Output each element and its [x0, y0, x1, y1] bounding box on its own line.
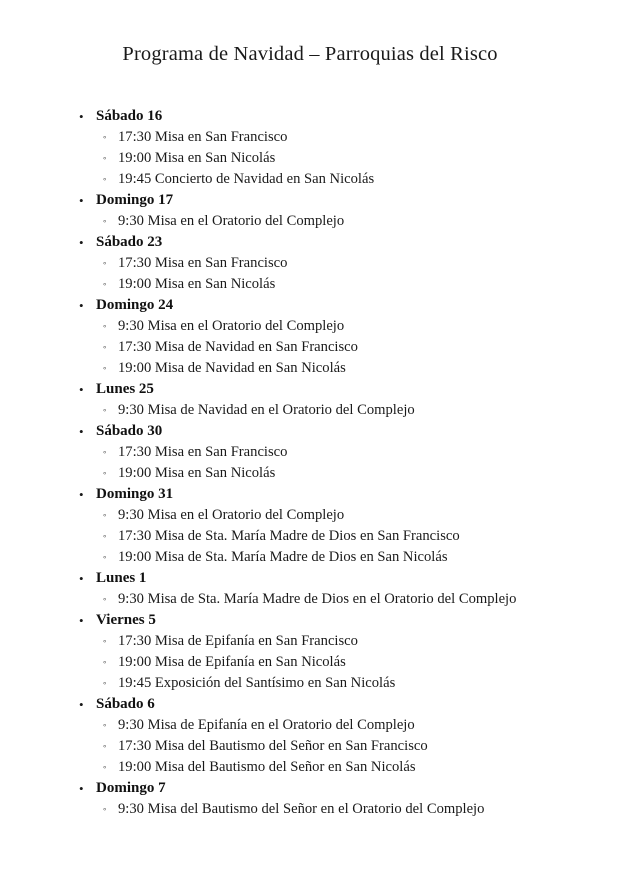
- hollow-circle-bullet-icon: ◦: [103, 637, 107, 647]
- day-heading-row: [0, 694, 620, 715]
- hollow-circle-bullet-icon: ◦: [103, 259, 107, 269]
- solid-bullet-icon: •: [79, 298, 84, 313]
- event-row: [0, 211, 620, 232]
- day-group: [0, 232, 620, 295]
- day-heading-row: [0, 106, 620, 127]
- hollow-circle-bullet-icon: ◦: [103, 742, 107, 752]
- event-label: 9:30 Misa en el Oratorio del Complejo: [118, 507, 345, 523]
- hollow-circle-bullet-icon: ◦: [103, 343, 107, 353]
- hollow-circle-bullet-icon: ◦: [103, 679, 107, 689]
- solid-bullet-icon: •: [79, 382, 84, 397]
- hollow-circle-bullet-icon: ◦: [103, 175, 107, 185]
- event-label: 19:00 Misa del Bautismo del Señor en San Nicolás: [118, 759, 416, 775]
- event-label: 17:30 Misa en San Francisco: [118, 255, 288, 271]
- event-row: [0, 547, 620, 568]
- event-label: 17:30 Misa de Navidad en San Francisco: [118, 339, 358, 355]
- hollow-circle-bullet-icon: ◦: [103, 322, 107, 332]
- hollow-circle-bullet-icon: ◦: [103, 133, 107, 143]
- day-label: Sábado 23: [96, 234, 163, 250]
- event-row: [0, 274, 620, 295]
- hollow-circle-bullet-icon: ◦: [103, 595, 107, 605]
- day-label: Domingo 24: [96, 297, 174, 313]
- hollow-circle-bullet-icon: ◦: [103, 364, 107, 374]
- day-group: [0, 379, 620, 421]
- day-group: [0, 106, 620, 190]
- solid-bullet-icon: •: [79, 424, 84, 439]
- event-row: [0, 505, 620, 526]
- event-label: 17:30 Misa del Bautismo del Señor en San Francisco: [118, 738, 428, 754]
- event-label: 9:30 Misa en el Oratorio del Complejo: [118, 318, 345, 334]
- hollow-circle-bullet-icon: ◦: [103, 532, 107, 542]
- day-label: Lunes 1: [96, 570, 147, 586]
- day-heading-row: [0, 778, 620, 799]
- hollow-circle-bullet-icon: ◦: [103, 469, 107, 479]
- solid-bullet-icon: •: [79, 193, 84, 208]
- day-group: [0, 484, 620, 568]
- day-heading-row: [0, 568, 620, 589]
- event-row: [0, 736, 620, 757]
- day-label: Domingo 17: [96, 192, 174, 208]
- day-group: [0, 295, 620, 379]
- solid-bullet-icon: •: [79, 235, 84, 250]
- day-label: Sábado 30: [96, 423, 163, 439]
- event-label: 9:30 Misa de Sta. María Madre de Dios en el Oratorio del Complejo: [118, 591, 517, 607]
- hollow-circle-bullet-icon: ◦: [103, 805, 107, 815]
- hollow-circle-bullet-icon: ◦: [103, 406, 107, 416]
- event-row: [0, 715, 620, 736]
- event-label: 19:00 Misa de Epifanía en San Nicolás: [118, 654, 346, 670]
- event-row: [0, 673, 620, 694]
- day-group: [0, 568, 620, 610]
- event-label: 17:30 Misa de Epifanía en San Francisco: [118, 633, 358, 649]
- event-label: 19:00 Misa en San Nicolás: [118, 276, 276, 292]
- event-label: 19:00 Misa de Navidad en San Nicolás: [118, 360, 346, 376]
- event-label: 19:00 Misa de Sta. María Madre de Dios en San Nicolás: [118, 549, 448, 565]
- solid-bullet-icon: •: [79, 487, 84, 502]
- event-label: 17:30 Misa en San Francisco: [118, 129, 288, 145]
- day-heading-row: [0, 295, 620, 316]
- hollow-circle-bullet-icon: ◦: [103, 721, 107, 731]
- day-label: Viernes 5: [96, 612, 156, 628]
- event-row: [0, 148, 620, 169]
- hollow-circle-bullet-icon: ◦: [103, 280, 107, 290]
- event-label: 9:30 Misa del Bautismo del Señor en el Oratorio del Complejo: [118, 801, 485, 817]
- event-row: [0, 169, 620, 190]
- solid-bullet-icon: •: [79, 613, 84, 628]
- day-heading-row: [0, 421, 620, 442]
- solid-bullet-icon: •: [79, 571, 84, 586]
- day-heading-row: [0, 610, 620, 631]
- day-label: Domingo 7: [96, 780, 166, 796]
- solid-bullet-icon: •: [79, 697, 84, 712]
- day-group: [0, 421, 620, 484]
- day-label: Domingo 31: [96, 486, 174, 502]
- day-label: Lunes 25: [96, 381, 154, 397]
- day-group: [0, 694, 620, 778]
- day-group: [0, 190, 620, 232]
- event-row: [0, 442, 620, 463]
- event-row: [0, 652, 620, 673]
- event-label: 17:30 Misa de Sta. María Madre de Dios en San Francisco: [118, 528, 460, 544]
- event-row: [0, 526, 620, 547]
- event-label: 19:45 Concierto de Navidad en San Nicolás: [118, 171, 375, 187]
- event-row: [0, 253, 620, 274]
- solid-bullet-icon: •: [79, 109, 84, 124]
- hollow-circle-bullet-icon: ◦: [103, 154, 107, 164]
- event-row: [0, 631, 620, 652]
- day-heading-row: [0, 190, 620, 211]
- schedule-list: [0, 106, 620, 820]
- day-group: [0, 610, 620, 694]
- hollow-circle-bullet-icon: ◦: [103, 217, 107, 227]
- solid-bullet-icon: •: [79, 781, 84, 796]
- day-label: Sábado 6: [96, 696, 155, 712]
- day-heading-row: [0, 232, 620, 253]
- page-title: Programa de Navidad – Parroquias del Risco: [122, 43, 498, 65]
- hollow-circle-bullet-icon: ◦: [103, 511, 107, 521]
- event-row: [0, 337, 620, 358]
- event-label: 19:00 Misa en San Nicolás: [118, 150, 276, 166]
- event-row: [0, 316, 620, 337]
- event-label: 9:30 Misa en el Oratorio del Complejo: [118, 213, 345, 229]
- hollow-circle-bullet-icon: ◦: [103, 553, 107, 563]
- event-row: [0, 463, 620, 484]
- day-group: [0, 778, 620, 820]
- hollow-circle-bullet-icon: ◦: [103, 658, 107, 668]
- event-row: [0, 757, 620, 778]
- event-row: [0, 400, 620, 421]
- hollow-circle-bullet-icon: ◦: [103, 448, 107, 458]
- event-label: 19:45 Exposición del Santísimo en San Nicolás: [118, 675, 396, 691]
- event-row: [0, 799, 620, 820]
- event-label: 9:30 Misa de Navidad en el Oratorio del Complejo: [118, 402, 415, 418]
- day-heading-row: [0, 484, 620, 505]
- day-label: Sábado 16: [96, 108, 163, 124]
- event-row: [0, 589, 620, 610]
- event-row: [0, 358, 620, 379]
- event-label: 17:30 Misa en San Francisco: [118, 444, 288, 460]
- hollow-circle-bullet-icon: ◦: [103, 763, 107, 773]
- day-heading-row: [0, 379, 620, 400]
- event-label: 9:30 Misa de Epifanía en el Oratorio del Complejo: [118, 717, 415, 733]
- event-label: 19:00 Misa en San Nicolás: [118, 465, 276, 481]
- event-row: [0, 127, 620, 148]
